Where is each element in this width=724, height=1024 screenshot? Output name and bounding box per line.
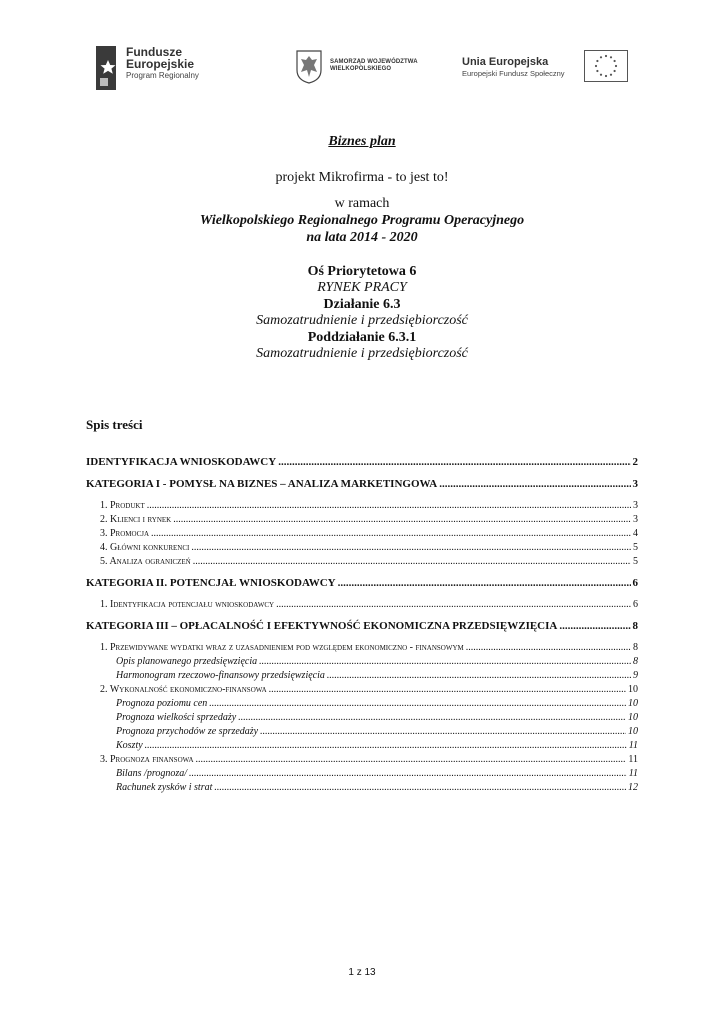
toc-entry[interactable] xyxy=(116,656,638,667)
toc-entry-page: 5 xyxy=(633,542,638,553)
samorzad-logo xyxy=(296,50,426,90)
toc-entry[interactable] xyxy=(116,698,638,709)
ue-line1: Unia Europejska xyxy=(462,56,549,68)
toc-entry-text: Bilans /prognoza/ xyxy=(116,768,188,779)
toc-entry-text: 3. Prognoza finansowa xyxy=(100,754,194,765)
toc-entry-page: 3 xyxy=(633,500,638,511)
toc-entry[interactable] xyxy=(116,670,638,681)
toc-entry[interactable] xyxy=(100,684,638,695)
toc-entry[interactable] xyxy=(86,456,638,468)
toc-entry-page: 11 xyxy=(628,768,638,779)
toc-entry-text: Koszty xyxy=(116,740,143,751)
subaction: Poddziałanie 6.3.1 xyxy=(307,330,417,345)
toc-entry-text: Rachunek zysków i strat xyxy=(116,782,213,793)
toc-entry-page: 3 xyxy=(632,478,638,490)
toc-entry-page: 5 xyxy=(633,556,638,567)
toc-entry[interactable] xyxy=(100,500,638,511)
toc-entry-page: 4 xyxy=(633,528,638,539)
toc-entry[interactable] xyxy=(100,528,638,539)
toc-entry-page: 12 xyxy=(628,782,638,793)
toc-entry[interactable] xyxy=(100,642,638,653)
toc-entry[interactable] xyxy=(116,726,638,737)
toc-entry[interactable] xyxy=(100,556,638,567)
toc-entry-text: Prognoza przychodów ze sprzedaży xyxy=(116,726,259,737)
toc-entry-text: 4. Główni konkurenci xyxy=(100,542,190,553)
toc-entry[interactable] xyxy=(100,599,638,610)
priority-axis: Oś Priorytetowa 6 xyxy=(307,264,417,279)
eu-flag-icon xyxy=(584,50,628,82)
under-label: w ramach xyxy=(334,196,390,211)
toc-entry-text: Harmonogram rzeczowo-finansowy przedsięwzięcia xyxy=(116,670,325,681)
toc-entry[interactable] xyxy=(116,712,638,723)
toc-entry[interactable] xyxy=(116,740,638,751)
project-name: projekt Mikrofirma - to jest to! xyxy=(275,170,449,185)
toc-entry-text: KATEGORIA III – OPŁACALNOŚĆ I EFEKTYWNOŚĆ EKONOMICZNA PRZEDSIĘWZIĘCIA xyxy=(86,620,558,632)
toc-entry-page: 8 xyxy=(633,642,638,653)
toc-entry-text: IDENTYFIKACJA WNIOSKODAWCY xyxy=(86,456,277,468)
toc-title: Spis treści xyxy=(86,417,143,432)
ue-line2: Europejski Fundusz Społeczny xyxy=(462,69,565,78)
toc-entry-page: 9 xyxy=(633,670,638,681)
toc-entry-text: Prognoza poziomu cen xyxy=(116,698,208,709)
toc-entry-page: 11 xyxy=(628,754,638,765)
toc-entry-page: 8 xyxy=(633,656,638,667)
document-heading: Biznes plan xyxy=(328,134,396,149)
program-name: Wielkopolskiego Regionalnego Programu Operacyjnego xyxy=(199,213,525,228)
toc-entry-text: 5. Analiza ograniczeń xyxy=(100,556,191,567)
toc-entry-text: 3. Promocja xyxy=(100,528,150,539)
toc-entry[interactable] xyxy=(100,754,638,765)
toc-entry-text: KATEGORIA I - POMYSŁ NA BIZNES – ANALIZA MARKETINGOWA xyxy=(86,478,438,490)
program-years: na lata 2014 - 2020 xyxy=(306,230,418,245)
page-number: 1 z 13 xyxy=(348,967,376,978)
toc-entry-text: 2. Klienci i rynek xyxy=(100,514,172,525)
toc-entry-page: 6 xyxy=(632,577,638,589)
toc-entry-page: 10 xyxy=(628,698,638,709)
fundusze-europejskie-logo xyxy=(96,44,226,94)
action-name: Samozatrudnienie i przedsiębiorczość xyxy=(256,313,468,328)
fe-line2: Europejskie xyxy=(126,57,195,71)
toc-entry[interactable] xyxy=(116,768,638,779)
sw-line1: SAMORZĄD WOJEWÓDZTWA xyxy=(330,59,418,65)
toc-entry[interactable] xyxy=(100,514,638,525)
toc-entry[interactable] xyxy=(86,478,638,490)
toc-entry-page: 8 xyxy=(632,620,638,632)
page-header xyxy=(0,0,724,110)
toc-entry-text: Opis planowanego przedsięwzięcia xyxy=(116,656,258,667)
toc-entry[interactable] xyxy=(86,620,638,632)
toc-entry-page: 6 xyxy=(633,599,638,610)
toc-entry[interactable] xyxy=(86,577,638,589)
toc-entry-text: Prognoza wielkości sprzedaży xyxy=(116,712,237,723)
toc-entry-text: 1. Przewidywane wydatki wraz z uzasadnieniem pod względem ekonomiczno - finansowym xyxy=(100,642,464,653)
toc-entry-text: 1. Identyfikacja potencjału wnioskodawcy xyxy=(100,599,275,610)
action: Działanie 6.3 xyxy=(323,297,401,312)
toc-entry-text: 2. Wykonalność ekonomiczno-finansowa xyxy=(100,684,267,695)
toc-entry-page: 3 xyxy=(633,514,638,525)
sw-line2: WIELKOPOLSKIEGO xyxy=(330,66,392,72)
toc-entry[interactable] xyxy=(116,782,638,793)
toc-entry-page: 10 xyxy=(628,684,638,695)
toc-entry[interactable] xyxy=(100,542,638,553)
toc-entry-text: 1. Produkt xyxy=(100,500,145,511)
unia-europejska-logo xyxy=(462,50,630,90)
toc-entry-page: 10 xyxy=(628,712,638,723)
subaction-name: Samozatrudnienie i przedsiębiorczość xyxy=(256,346,468,361)
toc-entry-page: 11 xyxy=(628,740,638,751)
eagle-crest-icon xyxy=(296,50,322,84)
toc-entry-text: KATEGORIA II. POTENCJAŁ WNIOSKODAWCY xyxy=(86,577,336,589)
fundusze-star-icon xyxy=(96,46,122,90)
fe-line1: Fundusze xyxy=(126,45,182,59)
toc-entry-page: 10 xyxy=(628,726,638,737)
fe-line3: Program Regionalny xyxy=(126,71,199,80)
priority-axis-name: RYNEK PRACY xyxy=(317,280,407,295)
toc-entry-page: 2 xyxy=(632,456,638,468)
